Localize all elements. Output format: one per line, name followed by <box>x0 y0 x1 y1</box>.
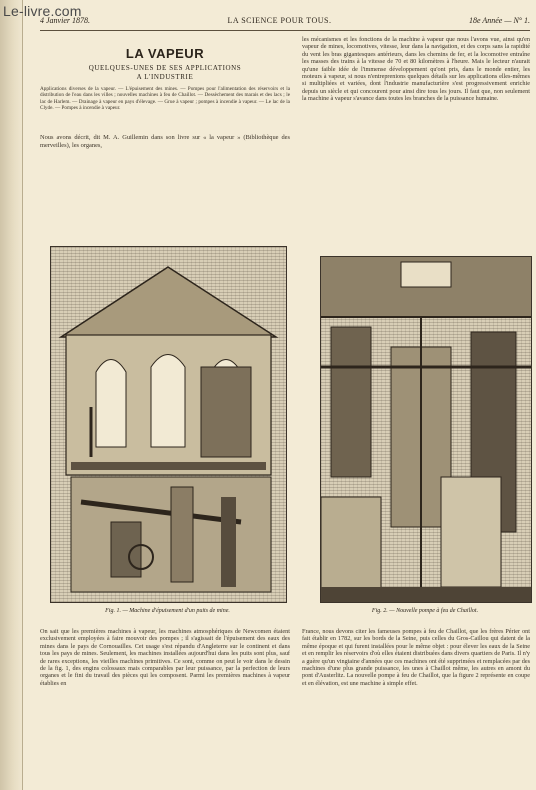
article-summary: Applications diverses de la vapeur. — L'épuisement des mines. — Pompes pour l'alimentation des réservoirs et la distribution de l'eau dans les villes ; nouvelles machines à feu de Chaillot. — Dessèchement des marais et des lacs ; le lac de Harlem. — Drainage à vapeur en pays d'élevage. — Grue à vapeur ; pompes à incendie à vapeur. — Le lac de la Clyde. — Pompes à incendie à vapeur. <box>40 86 290 112</box>
figure-2-caption: Fig. 2. — Nouvelle pompe à feu de Chaillot. <box>371 608 479 614</box>
page <box>40 16 530 786</box>
header-date: 4 Janvier 1878. <box>40 16 90 25</box>
article-title: LA VAPEUR <box>125 46 205 61</box>
right-column-text: les mécanismes et les fonctions de la machine à vapeur que nous l'avons vue, ainsi qu'en vapeur de mines, locomotives, vitesse, leur dans la navigation, et des corps sans la rapidité du vent les bras gigantesques antérieurs, dans les chemins de fer, et la locomotive entraîne les masses des trains à la vitesse de 70 et 80 kilomètres à l'heure. Mais le lecteur n'aurait qu'une faible idée de l'immense développement qu'ont pris, dans le monde entier, les moteurs à vapeur, si nous n'entreprenions quelques détails sur les applications elles-mêmes si multipliées et variées, dont l'industrie manufacturière s'est progressivement enrichie depuis un siècle et qui concourent pour ainsi dire tous les jours. Il faut que, non seulement la machine à vapeur s'avance dans toutes les branches de la puissance humaine. <box>302 36 530 103</box>
article-subtitle <box>40 64 290 82</box>
subtitle-line-2: A L'INDUSTRIE <box>136 73 194 81</box>
running-header <box>40 16 530 30</box>
article-intro: Nous avons décrit, dit M. A. Guillemin dans son livre sur « la vapeur » (Bibliothèque des merveilles), les organes, <box>40 134 290 149</box>
bottom-right-text: France, nous devons citer les fameuses pompes à feu de Chaillot, que les frères Périer ont fait établir en 1782, sur les bords de la Seine, puis celles du Gros-Caillou qui datent de la même époque et qui furent installées pour le même objet : pour élever les eaux de la Seine et en remplir les réservoirs d'où elles étaient distribuées dans divers quartiers de Paris. Il n'y a guère qu'un vingtaine d'années que ces machines ont été supprimées et remplacées par des machines d'une plus grande puissance, les unes à Chaillot même, les autres en amont du pont d'Austerlitz. La nouvelle pompe à feu de Chaillot, que la figure 2 représente en coupe et en élévation, est une machine à simple effet. <box>302 628 530 687</box>
header-journal: LA SCIENCE POUR TOUS. <box>227 16 332 25</box>
bottom-left-text: On sait que les premières machines à vapeur, les machines atmosphériques de Newcomen étaient exclusivement employées à faire mouvoir des pompes ; il s'agissait de l'épuisement des eaux des mines dans le pays de Cornouailles. Cet usage s'est répandu d'Angleterre sur le continent et dans tous les pays de mines. Seulement, les machines installées aujourd'hui dans les puits sont plus, sauf de rares exceptions, les vieilles machines primitives. Ce sont, comme on peut le voir dans le dessin de la fig. 1, des engins colossaux mais comparables par leur puissance, par la perfection de leurs organes et le fini du travail des pièces qui les composent. Parmi les premières machines à vapeur établies en <box>40 628 290 687</box>
figure-1-engraving <box>50 246 287 603</box>
book-gutter <box>0 0 23 790</box>
header-issue: 18e Année — N° 1. <box>468 16 530 25</box>
header-rule <box>40 30 530 31</box>
figure-2-engraving <box>320 256 532 603</box>
watermark-logo: Le-livre.com <box>3 3 82 19</box>
figure-1-caption: Fig. 1. — Machine d'épuisement d'un puits de mine. <box>105 608 230 614</box>
subtitle-line-1: QUELQUES-UNES DE SES APPLICATIONS <box>88 64 242 72</box>
